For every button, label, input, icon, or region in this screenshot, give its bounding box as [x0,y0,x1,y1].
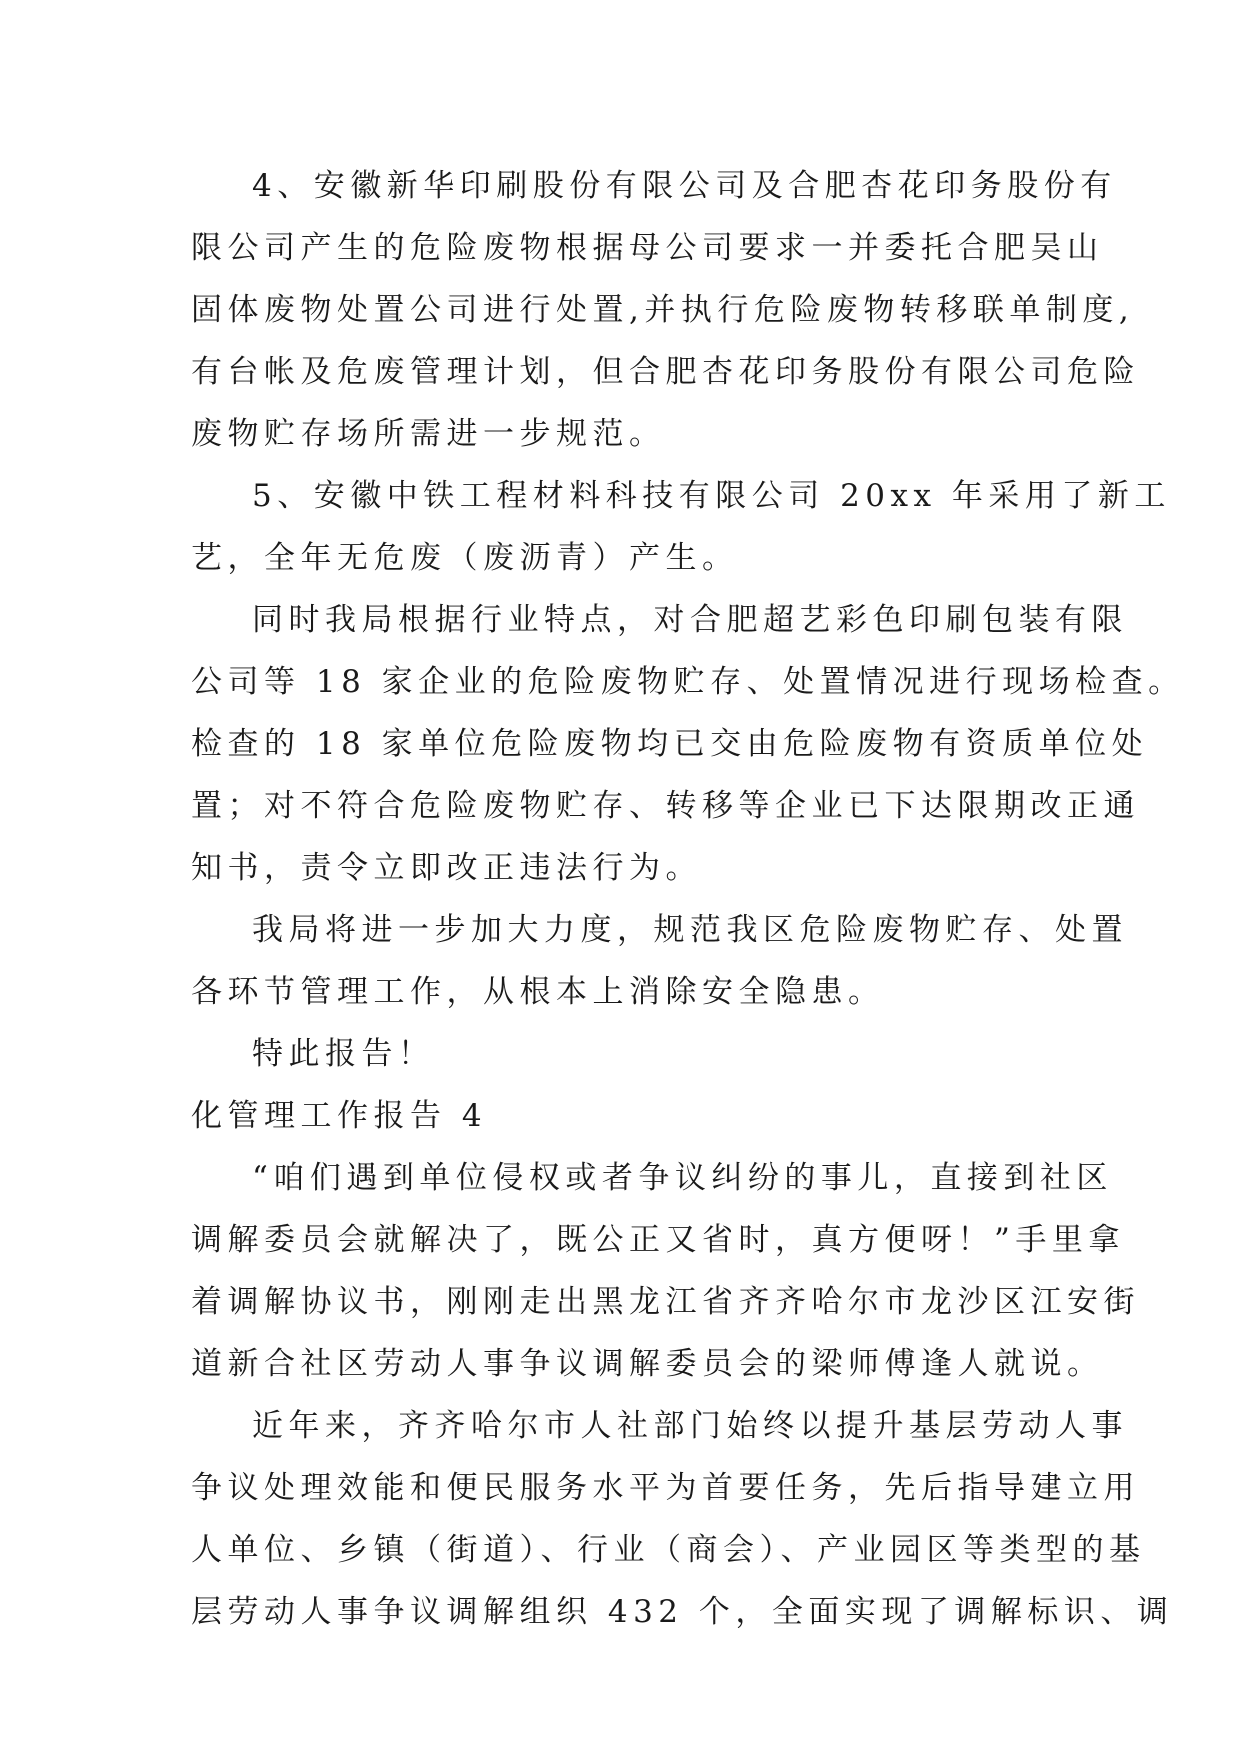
paragraph-line: 废物贮存场所需进一步规范。 [191,416,666,452]
paragraph-line: 同时我局根据行业特点，对合肥超艺彩色印刷包装有限 [252,602,1128,638]
paragraph-line: 近年来，齐齐哈尔市人社部门始终以提升基层劳动人事 [252,1408,1128,1444]
paragraph-line: “咱们遇到单位侵权或者争议纠纷的事儿，直接到社区 [252,1160,1113,1196]
paragraph-line: 有台帐及危废管理计划，但合肥杏花印务股份有限公司危险 [191,354,1140,390]
paragraph-line: 人单位、乡镇（街道）、行业（商会）、产业园区等类型的基 [191,1532,1146,1568]
paragraph-line: 道新合社区劳动人事争议调解委员会的梁师傅逢人就说。 [191,1346,1104,1382]
paragraph-line: 5、安徽中铁工程材料科技有限公司 20xx 年采用了新工 [252,478,1171,514]
paragraph-line: 调解委员会就解决了，既公正又省时，真方便呀！”手里拿 [191,1222,1125,1258]
paragraph-line: 固体废物处置公司进行处置,并执行危险废物转移联单制度, [191,292,1135,328]
paragraph-line: 我局将进一步加大力度，规范我区危险废物贮存、处置 [252,912,1128,948]
paragraph-line: 各环节管理工作，从根本上消除安全隐患。 [191,974,885,1010]
section-heading: 化管理工作报告 4 [191,1098,488,1134]
paragraph-line: 层劳动人事争议调解组织 432 个，全面实现了调解标识、调 [191,1594,1174,1630]
paragraph-line: 置；对不符合危险废物贮存、转移等企业已下达限期改正通 [191,788,1140,824]
paragraph-line: 检查的 18 家单位危险废物均已交由危险废物有资质单位处 [191,726,1149,762]
paragraph-line: 着调解协议书，刚刚走出黑龙江省齐齐哈尔市龙沙区江安街 [191,1284,1140,1320]
paragraph-line: 争议处理效能和便民服务水平为首要任务，先后指导建立用 [191,1470,1140,1506]
paragraph-line: 限公司产生的危险废物根据母公司要求一并委托合肥吴山 [191,230,1104,266]
paragraph-line: 公司等 18 家企业的危险废物贮存、处置情况进行现场检查。 [191,664,1185,700]
paragraph-line: 4、安徽新华印刷股份有限公司及合肥杏花印务股份有 [252,168,1117,204]
closing-line: 特此报告！ [252,1036,435,1072]
paragraph-line: 艺，全年无危废（废沥青）产生。 [191,540,739,576]
paragraph-line: 知书，责令立即改正违法行为。 [191,850,702,886]
